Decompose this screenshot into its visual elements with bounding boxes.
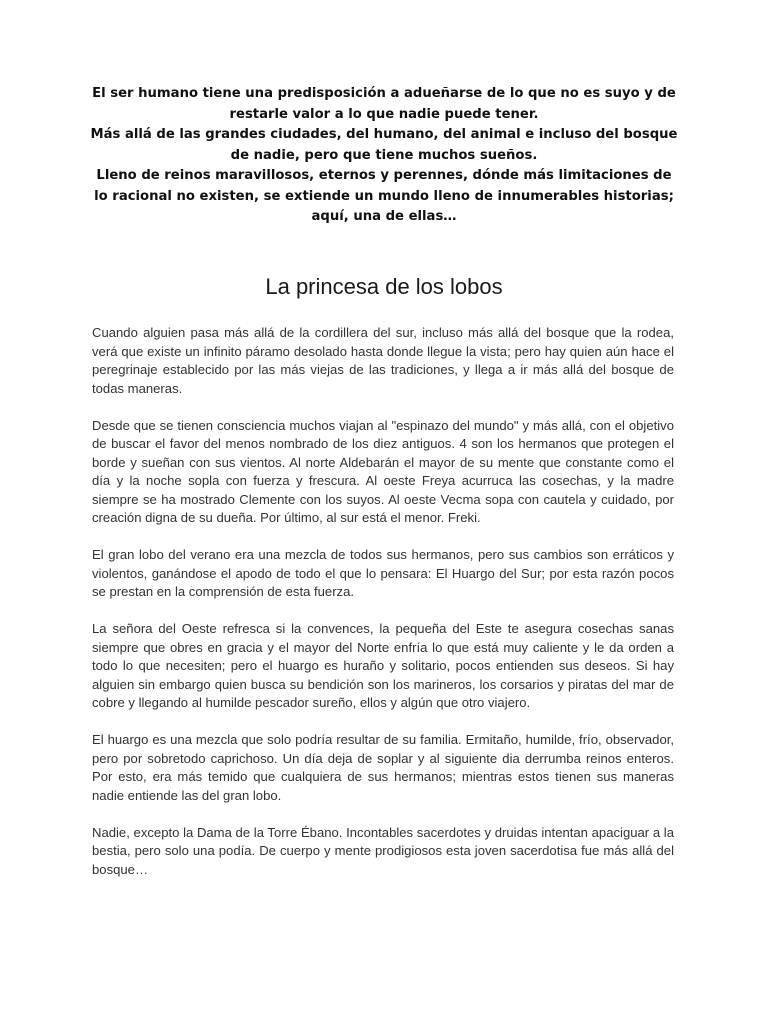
intro-paragraph: Más allá de las grandes ciudades, del humano, del animal e incluso del bosque de nadie, pero que tiene muchos sueños. — [90, 127, 678, 163]
story-body — [92, 324, 674, 898]
intro-paragraph: El ser humano tiene una predisposición a adueñarse de lo que no es suyo y de restarle valor a lo que nadie puede tener. — [92, 86, 676, 122]
body-paragraph: Desde que se tienen consciencia muchos viajan al "espinazo del mundo" y más allá, con el objetivo de buscar el favor del menos nombrado de los diez antiguos. 4 son los hermanos que protegen el borde y sueñan con sus vientos. Al norte Aldebarán el mayor de su mente que constante como el día y la noche sopla con fuerza y frescura. Al oeste Freya acurruca las cosechas, y la madre siempre se ha mostrado Clemente con los suyos. Al oeste Vecma sopa con cautela y cuidado, por creación digna de su dueña. Por último, al sur está el menor. Freki. — [92, 417, 674, 525]
body-paragraph: Nadie, excepto la Dama de la Torre Ébano. Incontables sacerdotes y druidas intentan apaciguar a la bestia, pero solo una podía. De cuerpo y mente prodigiosos esta joven sacerdotisa fue más allá del bosque… — [92, 824, 674, 877]
intro-block — [88, 84, 680, 228]
intro-paragraph: Lleno de reinos maravillosos, eternos y perennes, dónde más limitaciones de lo racional no existen, se extiende un mundo lleno de innumerables historias; aquí, una de ellas… — [94, 168, 674, 224]
body-paragraph: El gran lobo del verano era una mezcla de todos sus hermanos, pero sus cambios son erráticos y violentos, ganándose el apodo de todo el que lo pensara: El Huargo del Sur; por esta razón pocos se prestan en la comprensión de esta fuerza. — [92, 547, 674, 599]
body-paragraph: La señora del Oeste refresca si la convences, la pequeña del Este te asegura cosechas sanas siempre que obres en gracia y el mayor del Norte enfría lo que está muy caliente y le da orden a todo lo que necesiten; pero el huargo es huraño y solitario, pocos entienden sus deseos. Si hay alguien sin embargo quien busca su bendición son los marineros, los corsarios y piratas del mar de cobre y llegando al humilde pescador sureño, ellos y algún que otro viajero. — [92, 621, 674, 710]
body-paragraph: El huargo es una mezcla que solo podría resultar de su familia. Ermitaño, humilde, frío, observador, pero por sobretodo caprichoso. Un día deja de soplar y al siguiente dia derrumba reinos enteros. Por esto, era más temido que cualquiera de sus hermanos; mientras estos tienen sus maneras nadie entiende las del gran lobo. — [92, 732, 674, 803]
body-paragraph: Cuando alguien pasa más allá de la cordillera del sur, incluso más allá del bosque que la rodea, verá que existe un infinito páramo desolado hasta donde llegue la vista; pero hay quien aún hace el peregrinaje establecido por las más viejas de las tradiciones, y llega a ir más allá del bosque de todas maneras. — [92, 325, 674, 396]
story-title: La princesa de los lobos — [265, 274, 503, 299]
